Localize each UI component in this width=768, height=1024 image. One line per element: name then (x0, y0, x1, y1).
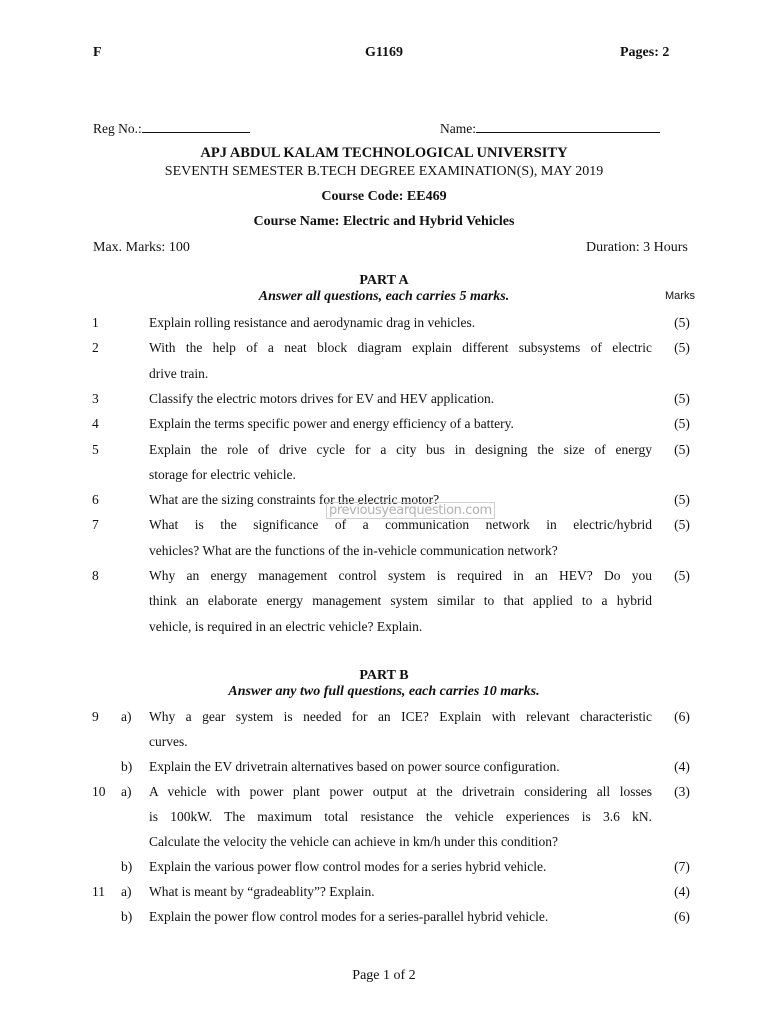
question-text-line: Explain the power flow control modes for a series-parallel hybrid vehicle. (149, 909, 549, 924)
question-text-line: is 100kW. The maximum total resistance the vehicle experiences is 3.6 kN. (149, 809, 652, 824)
name-blank (476, 120, 660, 133)
name-label: Name: (440, 121, 476, 136)
question-text-line: Calculate the velocity the vehicle can achieve in km/h under this condition? (149, 834, 558, 849)
question-marks: (6) (674, 909, 690, 924)
question-marks: (4) (674, 759, 690, 774)
question-subpart: a) (121, 709, 132, 724)
question-text-line: A vehicle with power plant power output at the drivetrain considering all losses (149, 784, 652, 799)
part-a-instruction: Answer all questions, each carries 5 marks. (258, 289, 510, 304)
question-marks: (5) (674, 315, 690, 330)
header-paper-id: G1169 (364, 45, 404, 60)
question-number: 9 (92, 709, 99, 724)
question-subpart: a) (121, 884, 132, 899)
question-text-line: Classify the electric motors drives for EV and HEV application. (149, 390, 495, 406)
question-text-line: Explain the role of drive cycle for a city bus in designing the size of energy (149, 441, 652, 457)
question-marks: (6) (674, 709, 690, 724)
question-marks: (5) (674, 517, 690, 533)
question-text-line: storage for electric vehicle. (149, 466, 296, 482)
question-subpart: b) (121, 759, 133, 774)
question-text-line: vehicle, is required in an electric vehicle? Explain. (149, 618, 423, 634)
reg-no-label: Reg No.: (93, 121, 142, 136)
question-text-line: With the help of a neat block diagram explain different subsystems of electric (149, 340, 652, 356)
question-text-line: Explain the various power flow control modes for a series hybrid vehicle. (149, 859, 547, 874)
question-text-line: think an elaborate energy management system similar to that applied to a hybrid (149, 593, 652, 609)
course-code: Course Code: EE469 (321, 189, 447, 204)
name-field (440, 120, 660, 137)
question-marks: (5) (674, 568, 690, 583)
duration: Duration: 3 Hours (586, 240, 688, 255)
reg-no-field (93, 120, 250, 137)
question-marks: (3) (674, 784, 690, 799)
question-text-line: Explain the EV drivetrain alternatives based on power source configuration. (149, 759, 560, 774)
watermark: previousyearquestion.com (326, 502, 495, 519)
header-left-code: F (93, 45, 102, 60)
marks-column-header: Marks (665, 290, 695, 302)
header-pages: Pages: 2 (620, 45, 670, 60)
question-number: 3 (92, 390, 99, 406)
question-marks: (5) (674, 441, 690, 457)
question-marks: (5) (674, 416, 690, 432)
question-text-line: What is the significance of a communication network in electric/hybrid (149, 517, 652, 533)
question-subpart: b) (121, 859, 133, 874)
question-marks: (7) (674, 859, 690, 874)
question-number: 10 (92, 784, 106, 799)
question-marks: (5) (674, 390, 690, 406)
question-subpart: b) (121, 909, 133, 924)
question-text-line: Explain the terms specific power and energy efficiency of a battery. (149, 416, 514, 432)
question-text-line: Explain rolling resistance and aerodynamic drag in vehicles. (149, 315, 476, 330)
question-text-line: vehicles? What are the functions of the in-vehicle communication network? (149, 542, 558, 558)
question-marks: (5) (674, 340, 690, 356)
question-text-line: What is meant by “gradeablity”? Explain. (149, 884, 375, 899)
question-text-line: drive train. (149, 365, 209, 381)
question-number: 8 (92, 568, 99, 583)
question-number: 11 (92, 884, 105, 899)
question-number: 2 (92, 340, 99, 356)
exam-title: SEVENTH SEMESTER B.TECH DEGREE EXAMINATION(S), MAY 2019 (164, 164, 604, 179)
question-text-line: curves. (149, 734, 188, 749)
course-name: Course Name: Electric and Hybrid Vehicles (253, 214, 515, 229)
question-number: 1 (92, 315, 99, 330)
question-number: 4 (92, 416, 99, 432)
question-number: 5 (92, 441, 99, 457)
question-subpart: a) (121, 784, 132, 799)
question-number: 7 (92, 517, 99, 533)
question-marks: (4) (674, 884, 690, 899)
question-text-line: Why an energy management control system is required in an HEV? Do you (149, 568, 652, 583)
question-number: 6 (92, 492, 99, 508)
max-marks: Max. Marks: 100 (93, 240, 190, 255)
part-b-instruction: Answer any two full questions, each carries 10 marks. (228, 684, 540, 699)
reg-no-blank (142, 120, 250, 133)
page-number: Page 1 of 2 (352, 968, 416, 983)
university-name: APJ ABDUL KALAM TECHNOLOGICAL UNIVERSITY (200, 145, 568, 161)
question-marks: (5) (674, 492, 690, 508)
part-b-heading: PART B (359, 668, 409, 683)
part-a-heading: PART A (359, 273, 409, 288)
question-text-line: What are the sizing constraints for the electric motor? (149, 492, 440, 508)
question-text-line: Why a gear system is needed for an ICE? Explain with relevant characteristic (149, 709, 652, 724)
